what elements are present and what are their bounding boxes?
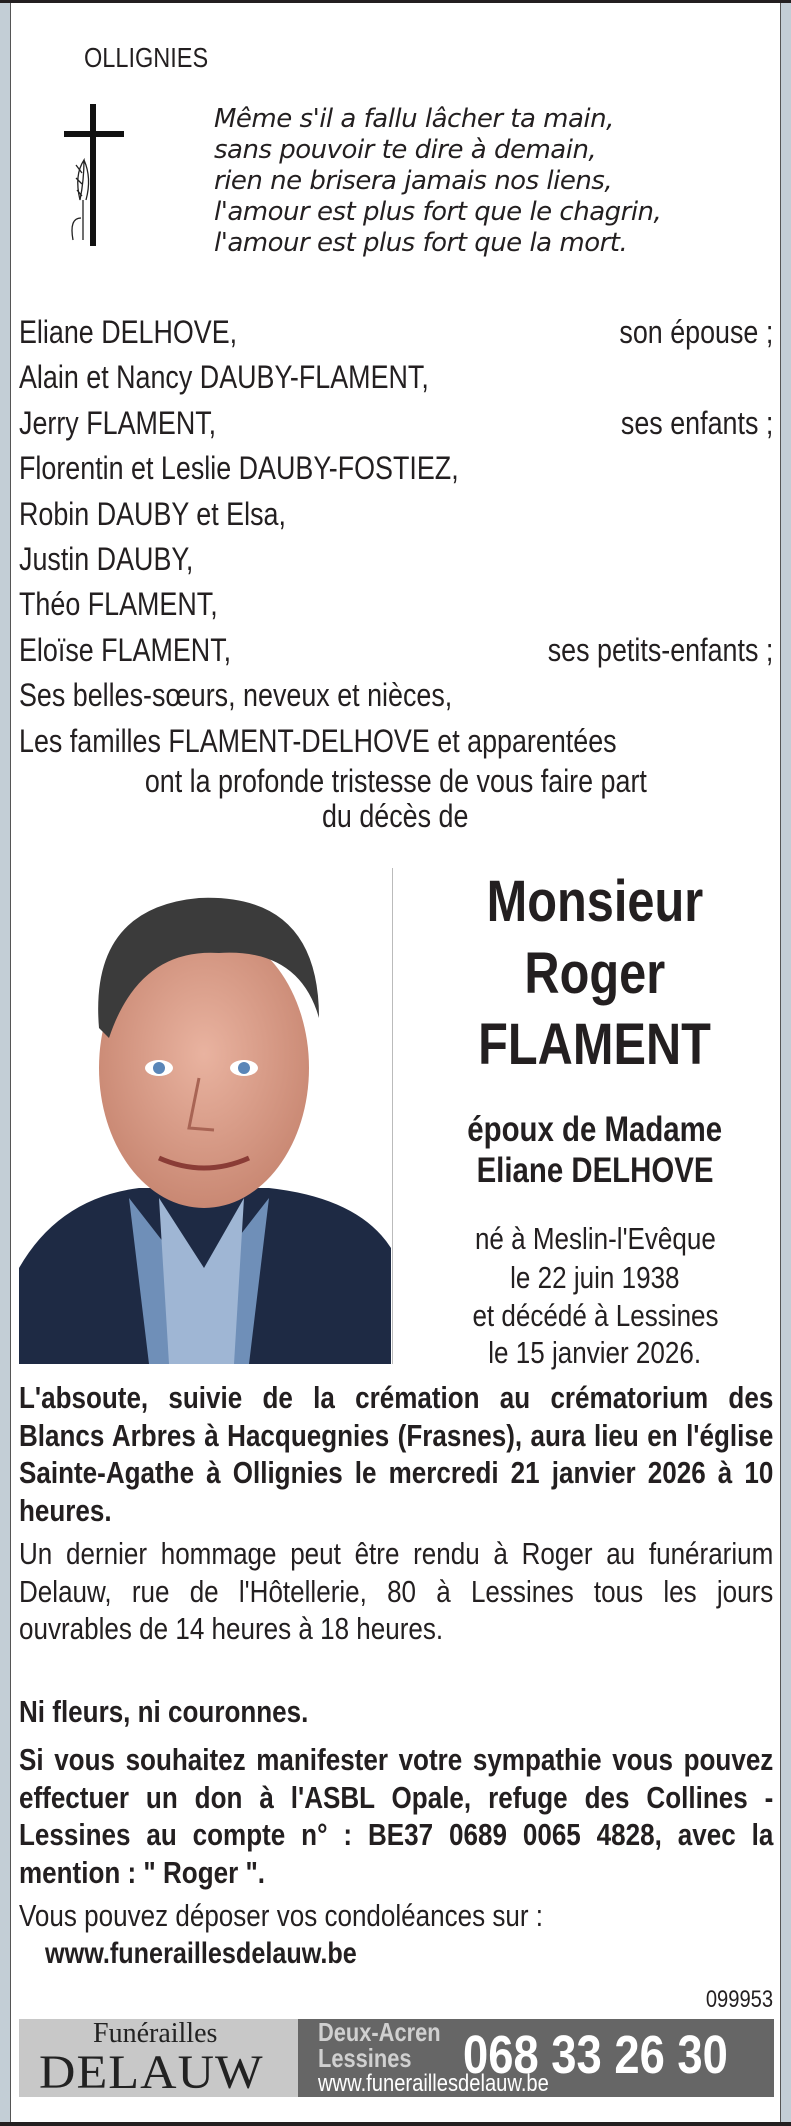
- flowers-text: Ni fleurs, ni couronnes.: [19, 1694, 309, 1729]
- reference-number: 099953: [705, 1986, 773, 2013]
- family-name: Théo FLAMENT,: [19, 586, 218, 623]
- family-name: Robin DAUBY et Elsa,: [19, 495, 286, 532]
- family-name: Ses belles-sœurs, neveux et nièces,: [19, 677, 453, 714]
- death-place: et décédé à Lessines: [471, 1298, 719, 1333]
- spouse-line-2: Eliane DELHOVE: [476, 1151, 714, 1190]
- family-name: Florentin et Leslie DAUBY-FOSTIEZ,: [19, 450, 459, 487]
- place-1: Deux-Acren: [318, 2019, 441, 2047]
- family-name: Jerry FLAMENT,: [19, 404, 217, 441]
- family-name: Alain et Nancy DAUBY-FLAMENT,: [19, 359, 429, 396]
- logo-bottom-text: DELAUW: [39, 2046, 264, 2097]
- logo-top-text: Funérailles: [93, 2019, 218, 2049]
- left-border: [0, 3, 11, 2122]
- announce-line-1: ont la profonde tristesse de vous faire part: [144, 763, 647, 799]
- announce-line-2: du décès de: [322, 798, 469, 834]
- deceased-first-name: Roger: [524, 941, 666, 1006]
- funeral-home-banner: [19, 2019, 774, 2097]
- poem-line: l'amour est plus fort que la mort.: [214, 228, 628, 258]
- family-role: ses petits-enfants ;: [547, 631, 774, 668]
- family-role: ses enfants ;: [620, 404, 774, 441]
- portrait-photo: [19, 868, 391, 1364]
- death-date: le 15 janvier 2026.: [488, 1335, 702, 1370]
- family-row: [19, 673, 773, 718]
- family-row: [19, 537, 773, 582]
- funeral-home-contact: [298, 2019, 774, 2097]
- poem-line: l'amour est plus fort que le chagrin,: [214, 197, 662, 227]
- family-name: Les familles FLAMENT-DELHOVE et apparentées: [19, 722, 617, 759]
- family-name: Eloïse FLAMENT,: [19, 631, 232, 668]
- divider: [392, 868, 393, 1364]
- condolences-text: Vous pouvez déposer vos condoléances sur :: [19, 1898, 544, 1933]
- footer-website-link[interactable]: www.funeraillesdelauw.be: [318, 2070, 549, 2097]
- family-row: [19, 492, 773, 537]
- deceased-last-name: FLAMENT: [478, 1012, 712, 1077]
- spouse-line-1: époux de Madame: [467, 1110, 723, 1149]
- birth-place: né à Meslin-l'Evêque: [474, 1221, 716, 1256]
- family-row: [19, 355, 773, 400]
- place-2: Lessines: [318, 2043, 412, 2073]
- family-row: [19, 446, 773, 491]
- poem-line: sans pouvoir te dire à demain,: [214, 135, 597, 165]
- cross-with-wheat-icon: [50, 100, 130, 250]
- poem: [214, 104, 661, 259]
- family-row: [19, 628, 773, 673]
- family-row: [19, 401, 773, 446]
- family-list: [19, 310, 773, 764]
- ceremony-text: L'absoute, suivie de la crémation au crématorium des Blancs Arbres à Hacquegnies (Frasnes), aura lieu en l'église Sainte-Agathe à Ollignies le mercredi 21 janvier 2026 à 10 heures.: [19, 1380, 774, 1529]
- deceased-title: Monsieur: [486, 869, 704, 934]
- condolences-link[interactable]: www.funeraillesdelauw.be: [45, 1937, 357, 1970]
- birth-date: le 22 juin 1938: [510, 1260, 680, 1295]
- phone-number[interactable]: 068 33 26 30: [463, 2025, 728, 2085]
- town-name: OLLIGNIES: [84, 42, 209, 73]
- family-name: Eliane DELHOVE,: [19, 314, 238, 350]
- poem-line: Même s'il a fallu lâcher ta main,: [214, 104, 614, 134]
- poem-line: rien ne brisera jamais nos liens,: [214, 166, 613, 196]
- family-row: [19, 310, 773, 355]
- family-name: Justin DAUBY,: [19, 541, 194, 578]
- donation-text: Si vous souhaitez manifester votre sympathie vous pouvez effectuer un don à l'ASBL Opale, refuge des Collines - Lessines au compte n° : BE37 0689 0065 4828, avec la mention : " Roger ".: [19, 1742, 774, 1891]
- family-role: son épouse ;: [619, 314, 774, 350]
- funeral-home-logo: [19, 2019, 298, 2097]
- tribute-text: Un dernier hommage peut être rendu à Roger au funérarium Delauw, rue de l'Hôtellerie, 80 à Lessines tous les jours ouvrables de 14 heures à 18 heures.: [19, 1536, 774, 1647]
- family-row: [19, 582, 773, 627]
- family-row: [19, 719, 773, 764]
